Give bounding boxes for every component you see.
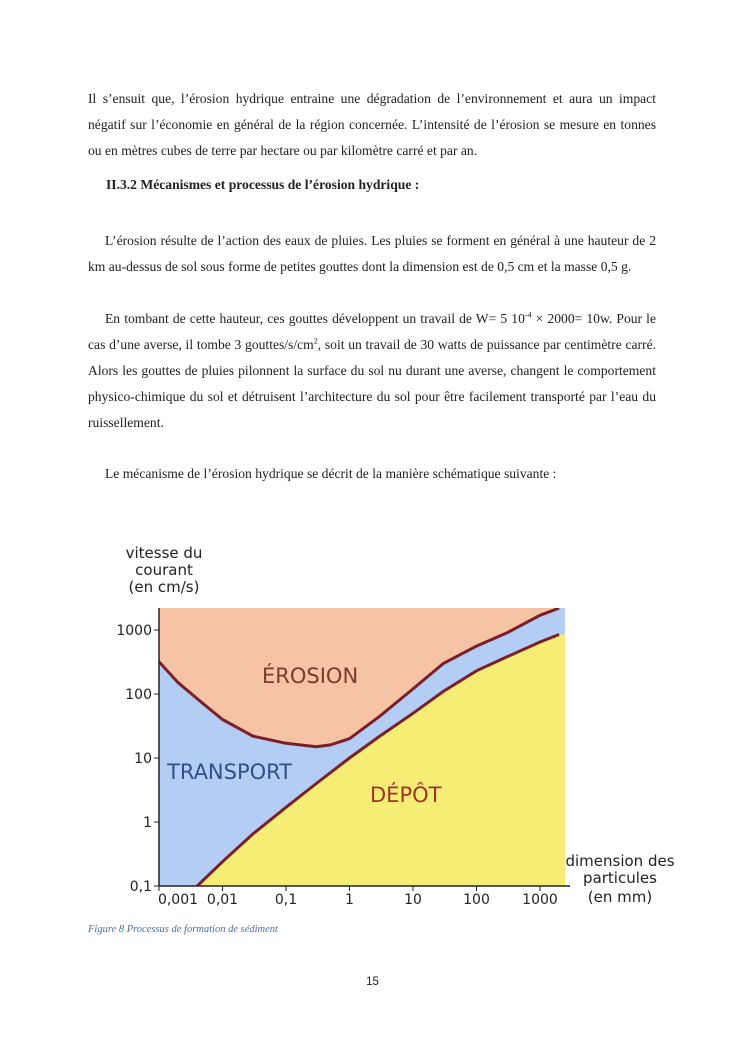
y-axis-title-line-2: courant bbox=[135, 561, 193, 579]
x-tick-label: 1000 bbox=[522, 892, 558, 908]
paragraph-mechanism: Le mécanisme de l’érosion hydrique se décrit de la manière schématique suivante : bbox=[105, 466, 557, 481]
y-tick-label: 1 bbox=[143, 815, 152, 831]
y-axis-title-line-1: vitesse du bbox=[125, 544, 203, 562]
y-tick-label: 100 bbox=[125, 687, 152, 703]
paragraph-work-text-2: × 2000= 10w. Pour le cas d’une averse, il tombe 3 gouttes/s/cm bbox=[88, 311, 656, 352]
y-axis-title-line-3: (en cm/s) bbox=[128, 578, 200, 596]
x-axis-title-line-3: (en mm) bbox=[587, 888, 653, 906]
x-tick-label: 0,01 bbox=[206, 892, 239, 908]
x-tick-label: 0,001 bbox=[157, 892, 199, 908]
page-number: 15 bbox=[366, 976, 379, 988]
y-tick-label: 0,1 bbox=[129, 879, 152, 895]
paragraph-work-text-3: , soit un travail de 30 watts de puissance par centimètre carré. Alors les gouttes de pluies pilonnent la surface du sol nu durant une averse, changent le comportement physico-chimique du sol et détruisent l’architecture du sol pour être facilement transporté par l’eau du ruissellement. bbox=[88, 337, 657, 430]
exponent-1: -4 bbox=[524, 310, 532, 320]
figure-caption: Figure 8 Processus de formation de sédiment bbox=[88, 924, 278, 935]
zone-label-erosion: ÉROSION bbox=[262, 664, 359, 688]
paragraph-rainfall: L’érosion résulte de l’action des eaux de pluies. Les pluies se forment en général à une hauteur de 2 km au-dessus de sol sous forme de petites gouttes dont la dimension est de 0,5 cm et la masse 0,5 g. bbox=[88, 233, 656, 274]
y-tick-label: 10 bbox=[134, 751, 152, 767]
zone-label-transport: TRANSPORT bbox=[167, 760, 293, 784]
paragraph-intro: Il s’ensuit que, l’érosion hydrique entraine une dégradation de l’environnement et aura un impact négatif sur l’économie en général de la région concernée. L’intensité de l’érosion se mesure en tonnes ou en mètres cubes de terre par hectare ou par kilomètre carré et par an. bbox=[88, 91, 656, 158]
x-tick-label: 10 bbox=[404, 892, 422, 908]
exponent-2: 2 bbox=[313, 336, 318, 346]
x-tick-label: 100 bbox=[463, 892, 490, 908]
section-heading: II.3.2 Mécanismes et processus de l’érosion hydrique : bbox=[106, 177, 420, 192]
paragraph-work bbox=[88, 306, 656, 436]
zone-label-deposit: DÉPÔT bbox=[370, 783, 442, 807]
hjulstrom-chart bbox=[110, 540, 675, 915]
x-tick-label: 1 bbox=[345, 892, 354, 908]
x-tick-label: 0,1 bbox=[274, 892, 298, 908]
y-tick-label: 1000 bbox=[116, 623, 152, 639]
x-axis-title-line-2: particules bbox=[583, 869, 657, 887]
paragraph-work-text-1: En tombant de cette hauteur, ces gouttes développent un travail de W= 5 10 bbox=[105, 311, 525, 326]
x-axis-title-line-1: dimension des bbox=[565, 852, 675, 870]
